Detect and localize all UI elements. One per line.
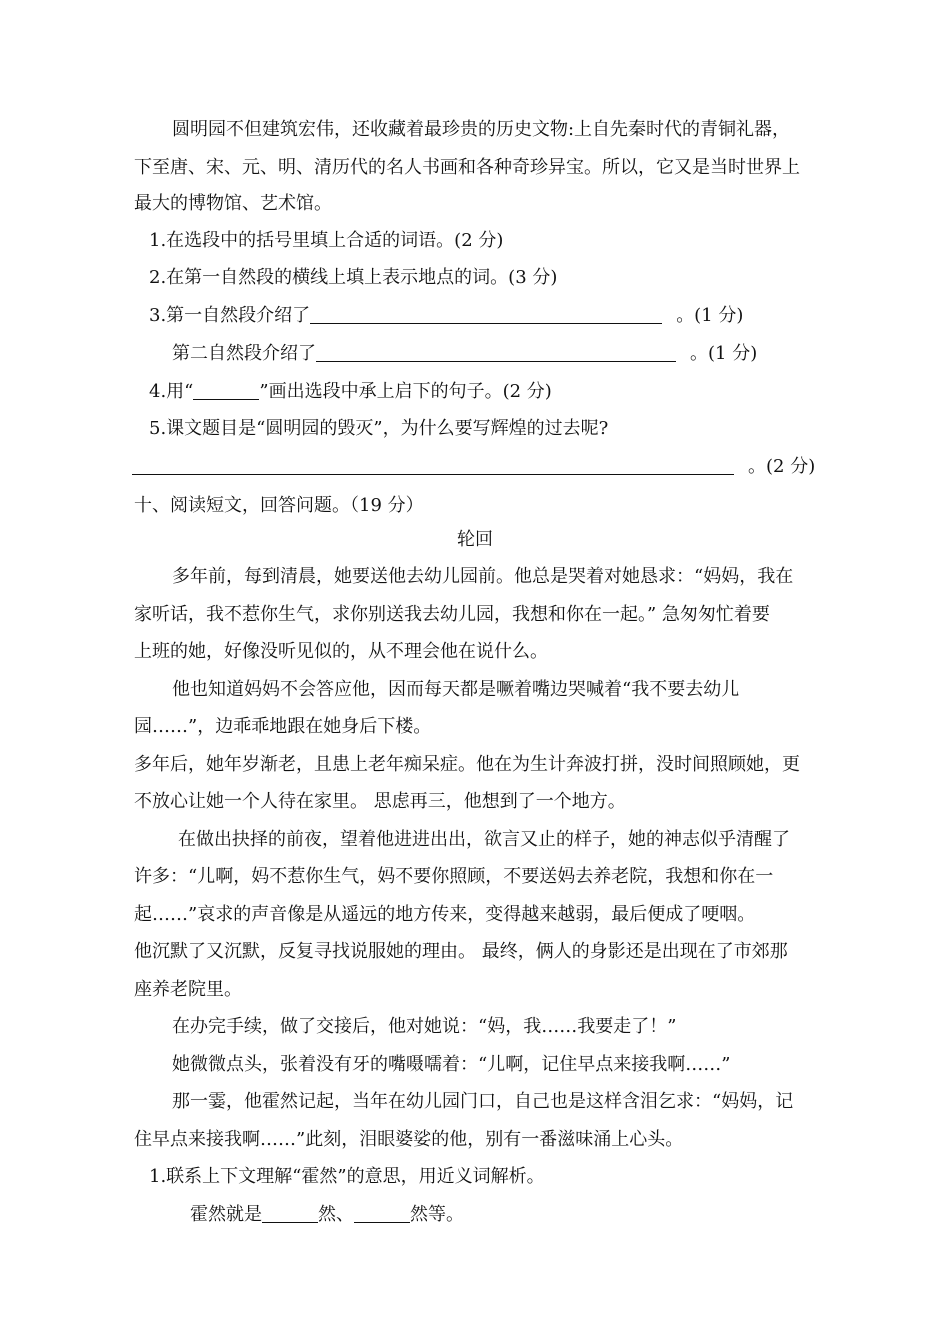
story-line-4: 他也知道妈妈不会答应他，因而每天都是噘着嘴边哭喊着“我不要去幼儿 [172,679,740,700]
passage-line-1: 圆明园不但建筑宏伟，还收藏着最珍贵的历史文物:上自先秦时代的青铜礼器， [172,119,791,140]
section-10-question-1-answer [190,1203,464,1227]
story-line-9: 许多：“儿啊，妈不惹你生气，妈不要你照顾，不要送妈去养老院，我想和你在一 [134,866,774,887]
answer-prefix: 霍然就是 [190,1204,262,1225]
passage-line-3: 最大的博物馆、艺术馆。 [134,193,332,214]
synonym-blank-1[interactable] [262,1204,318,1223]
story-line-8: 在做出抉择的前夜，望着他进进出出，欲言又止的样子，她的神志似乎清醒了 [178,829,790,850]
story-line-3: 上班的她，好像没听见似的，从不理会他在说什么。 [134,641,548,662]
story-line-15: 那一霎，他霍然记起，当年在幼儿园门口，自己也是这样含泪乞求：“妈妈，记 [172,1091,794,1112]
question-3b [172,342,757,366]
story-line-7: 不放心让她一个人待在家里。 思虑再三，他想到了一个地方。 [134,791,626,812]
question-3b-prefix: 第二自然段介绍了 [172,343,316,364]
question-4-suffix: ”画出选段中承上启下的句子。(2 分) [259,381,552,402]
story-line-2: 家听话，我不惹你生气，求你别送我去幼儿园，我想和你在一起。” 急匆匆忙着要 [134,604,770,625]
question-4-prefix: 4.用“ [149,381,194,402]
story-line-10: 起……”哀求的声音像是从遥远的地方传来，变得越来越弱，最后便成了哽咽。 [134,904,756,925]
question-1: 1.在选段中的括号里填上合适的词语。(2 分) [149,230,504,251]
question-4 [149,380,552,404]
underline-sample [193,381,259,400]
story-line-11: 他沉默了又沉默，反复寻找说服她的理由。 最终，俩人的身影还是出现在了市郊那 [134,941,788,962]
story-line-13: 在办完手续，做了交接后，他对她说：“妈，我……我要走了！” [172,1016,677,1037]
question-3b-suffix: 。(1 分) [690,343,758,364]
answer-blank-3a[interactable] [310,305,662,324]
story-line-12: 座养老院里。 [134,979,242,1000]
story-line-5: 园……”，边乖乖地跟在她身后下楼。 [134,716,432,737]
answer-middle: 然、 [318,1204,354,1225]
story-line-14: 她微微点头，张着没有牙的嘴嗫嚅着：“儿啊，记住早点来接我啊……” [172,1054,731,1075]
passage-line-2: 下至唐、宋、元、明、清历代的名人书画和各种奇珍异宝。所以，它又是当时世界上 [134,157,800,178]
synonym-blank-2[interactable] [354,1204,410,1223]
story-line-16: 住早点来接我啊……”此刻，泪眼婆娑的他，别有一番滋味涌上心头。 [134,1129,684,1150]
answer-suffix: 然等。 [410,1204,464,1225]
question-3a-suffix: 。(1 分) [676,305,744,326]
section-10-heading: 十、阅读短文，回答问题。（19 分） [134,495,424,516]
question-3a-prefix: 3.第一自然段介绍了 [149,305,311,326]
story-title: 轮回 [457,529,493,550]
question-5: 5.课文题目是“圆明园的毁灭”，为什么要写辉煌的过去呢? [149,418,609,439]
question-5-suffix: 。(2 分) [748,456,816,477]
question-2: 2.在第一自然段的横线上填上表示地点的词。(3 分) [149,267,558,288]
story-line-1: 多年前，每到清晨，她要送他去幼儿园前。他总是哭着对她恳求：“妈妈，我在 [172,566,794,587]
question-5-answer [132,455,815,479]
answer-blank-3b[interactable] [316,343,676,362]
question-3a [149,304,743,328]
answer-blank-5[interactable] [132,456,734,475]
section-10-question-1: 1.联系上下文理解“霍然”的意思，用近义词解析。 [149,1166,545,1187]
story-line-6: 多年后，她年岁渐老，且患上老年痴呆症。他在为生计奔波打拼，没时间照顾她，更 [134,754,800,775]
